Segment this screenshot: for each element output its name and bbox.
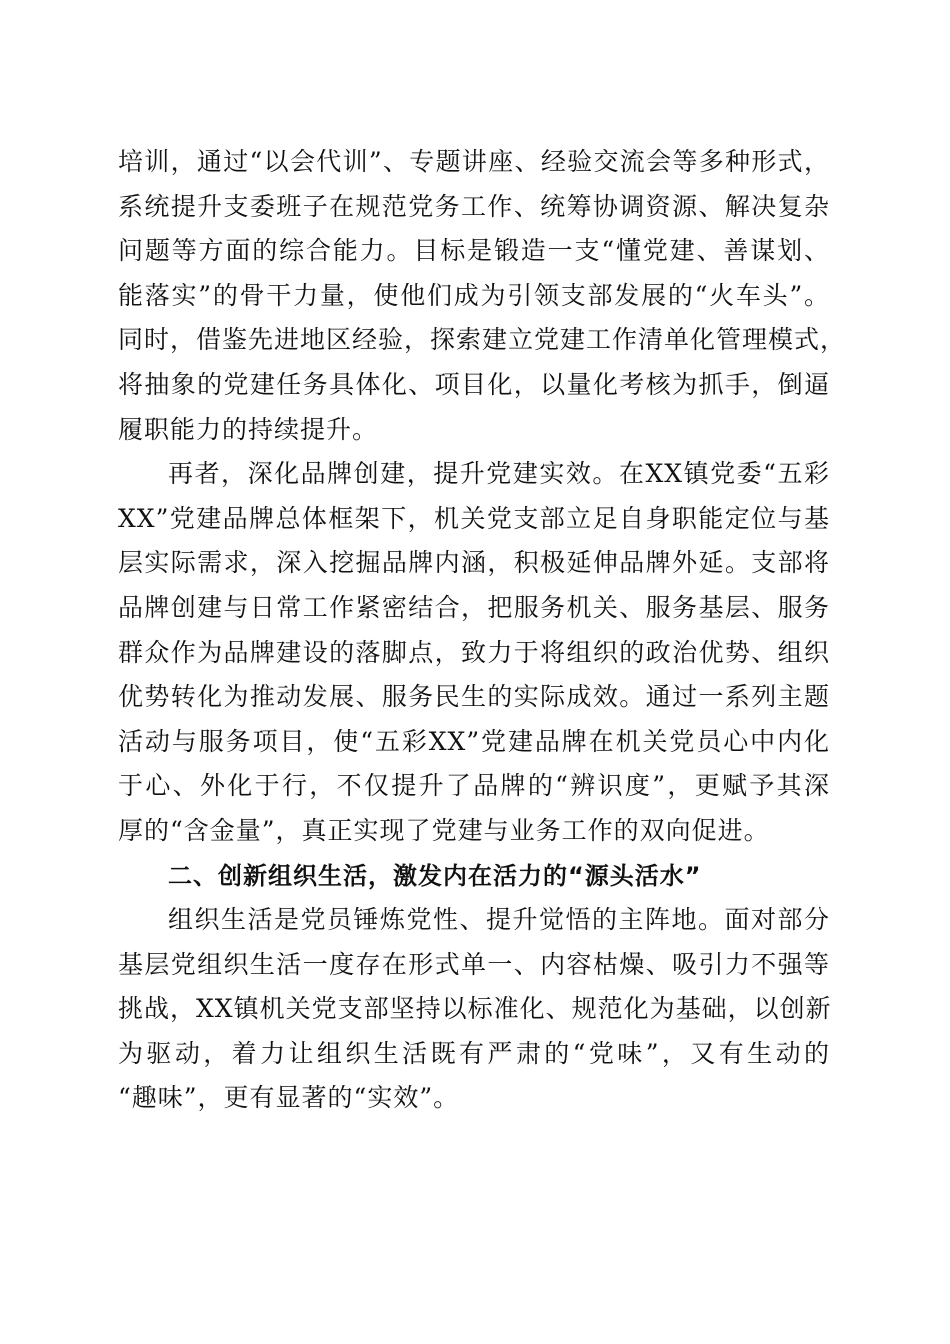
- body-line: 层实际需求，深入挖掘品牌内涵，积极延伸品牌外延。支部将: [118, 548, 830, 578]
- body-line: 同时，借鉴先进地区经验，探索建立党建工作清单化管理模式，: [118, 325, 847, 355]
- document-body: [118, 140, 847, 1121]
- body-line: 挑战，XX镇机关党支部坚持以标准化、规范化为基础，以创新: [118, 994, 832, 1024]
- body-line: 活动与服务项目，使“五彩XX”党建品牌在机关党员心中内化: [118, 726, 830, 756]
- body-line: 系统提升支委班子在规范党务工作、统筹协调资源、解决复杂: [118, 191, 830, 221]
- body-line: 组织生活是党员锤炼党性、提升觉悟的主阵地。面对部分: [168, 905, 830, 935]
- body-line: 再者，深化品牌创建，提升党建实效。在XX镇党委“五彩: [168, 459, 830, 489]
- section-heading: 二、创新组织生活，激发内在活力的“源头活水”: [168, 861, 702, 890]
- body-line: 履职能力的持续提升。: [118, 414, 379, 444]
- body-line: 将抽象的党建任务具体化、项目化，以量化考核为抓手，倒逼: [118, 369, 830, 399]
- body-line: 于心、外化于行，不仅提升了品牌的“辨识度”，更赋予其深: [118, 771, 830, 801]
- body-line: 问题等方面的综合能力。目标是锻造一支“懂党建、善谋划、: [118, 236, 830, 266]
- body-line: “趣味”，更有显著的“实效”。: [118, 1083, 460, 1113]
- body-line: 为驱动，着力让组织生活既有严肃的“党味”，又有生动的: [118, 1038, 830, 1068]
- body-line: 基层党组织生活一度存在形式单一、内容枯燥、吸引力不强等: [118, 949, 830, 979]
- body-line: 优势转化为推动发展、服务民生的实际成效。通过一系列主题: [118, 682, 830, 712]
- body-line: 厚的“含金量”，真正实现了党建与业务工作的双向促进。: [118, 815, 770, 845]
- body-line: 品牌创建与日常工作紧密结合，把服务机关、服务基层、服务: [118, 592, 830, 622]
- body-line: 培训，通过“以会代训”、专题讲座、经验交流会等多种形式，: [118, 147, 830, 176]
- body-line: XX”党建品牌总体框架下，机关党支部立足自身职能定位与基: [118, 503, 830, 533]
- body-line: 群众作为品牌建设的落脚点，致力于将组织的政治优势、组织: [118, 637, 830, 667]
- body-line: 能落实”的骨干力量，使他们成为引领支部发展的“火车头”。: [118, 280, 830, 310]
